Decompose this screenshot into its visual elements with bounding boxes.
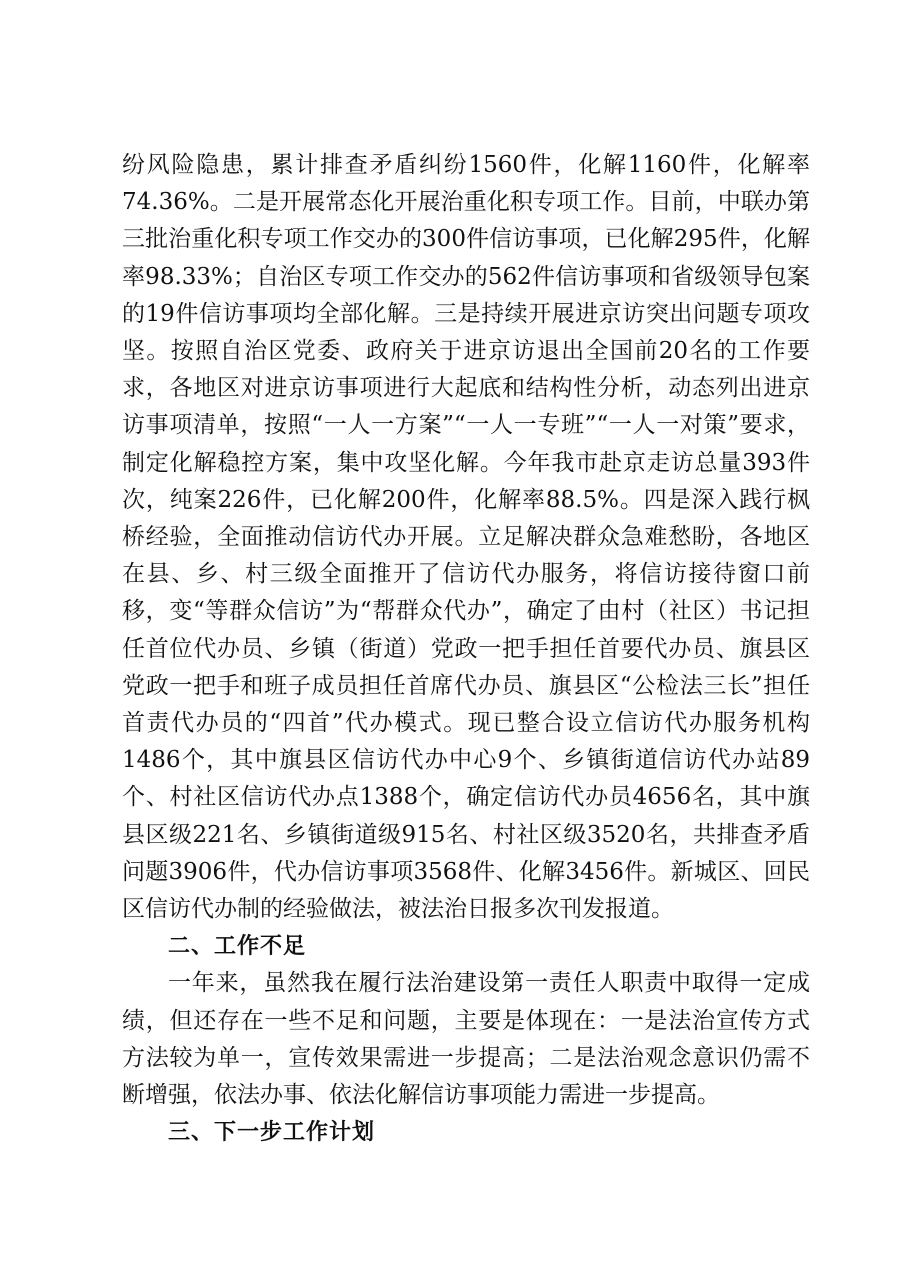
- section-heading-shortcomings: 二、工作不足: [168, 934, 307, 960]
- paragraph-continued: 纷风险隐患，累计排查矛盾纠纷1560件，化解1160件，化解率74.36%。二是开展常态化开展治重化积专项工作。目前，中联办第三批治重化积专项工作交办的300件信访事项，已化解295件，化解率98.33%；自治区专项工作交办的562件信访事项和省级领导包案的19件信访事项均全部化解。三是持续开展进京访突出问题专项攻坚。按照自治区党委、政府关于进京访退出全国前20名的工作要求，各地区对进京访事项进行大起底和结构性分析，动态列出进京访事项清单，按照“一人一方案”“一人一专班”“一人一对策”要求，制定化解稳控方案，集中攻坚化解。今年我市赴京走访总量393件次，纯案226件，已化解200件，化解率88.5%。四是深入践行枫桥经验，全面推动信访代办开展。立足解决群众急难愁盼，各地区在县、乡、村三级全面推开了信访代办服务，将信访接待窗口前移，变“等群众信访”为“帮群众代办”，确定了由村（社区）书记担任首位代办员、乡镇（街道）党政一把手担任首要代办员、旗县区党政一把手和班子成员担任首席代办员、旗县区“公检法三长”担任首责代办员的“四首”代办模式。现已整合设立信访代办服务机构1486个，其中旗县区信访代办中心9个、乡镇街道信访代办站89个、村社区信访代办点1388个，确定信访代办员4656名，其中旗县区级221名、乡镇街道级915名、村社区级3520名，共排查矛盾问题3906件，代办信访事项3568件、化解3456件。新城区、回民区信访代办制的经验做法，被法治日报多次刊发报道。: [122, 152, 810, 923]
- document-body: [122, 147, 810, 1151]
- paragraph-shortcomings: 一年来，虽然我在履行法治建设第一责任人职责中取得一定成绩，但还存在一些不足和问题，主要是体现在：一是法治宣传方式方法较为单一，宣传效果需进一步提高；二是法治观念意识仍需不断增强，依法办事、依法化解信访事项能力需进一步提高。: [122, 970, 810, 1109]
- section-heading-next-steps: 三、下一步工作计划: [168, 1120, 376, 1146]
